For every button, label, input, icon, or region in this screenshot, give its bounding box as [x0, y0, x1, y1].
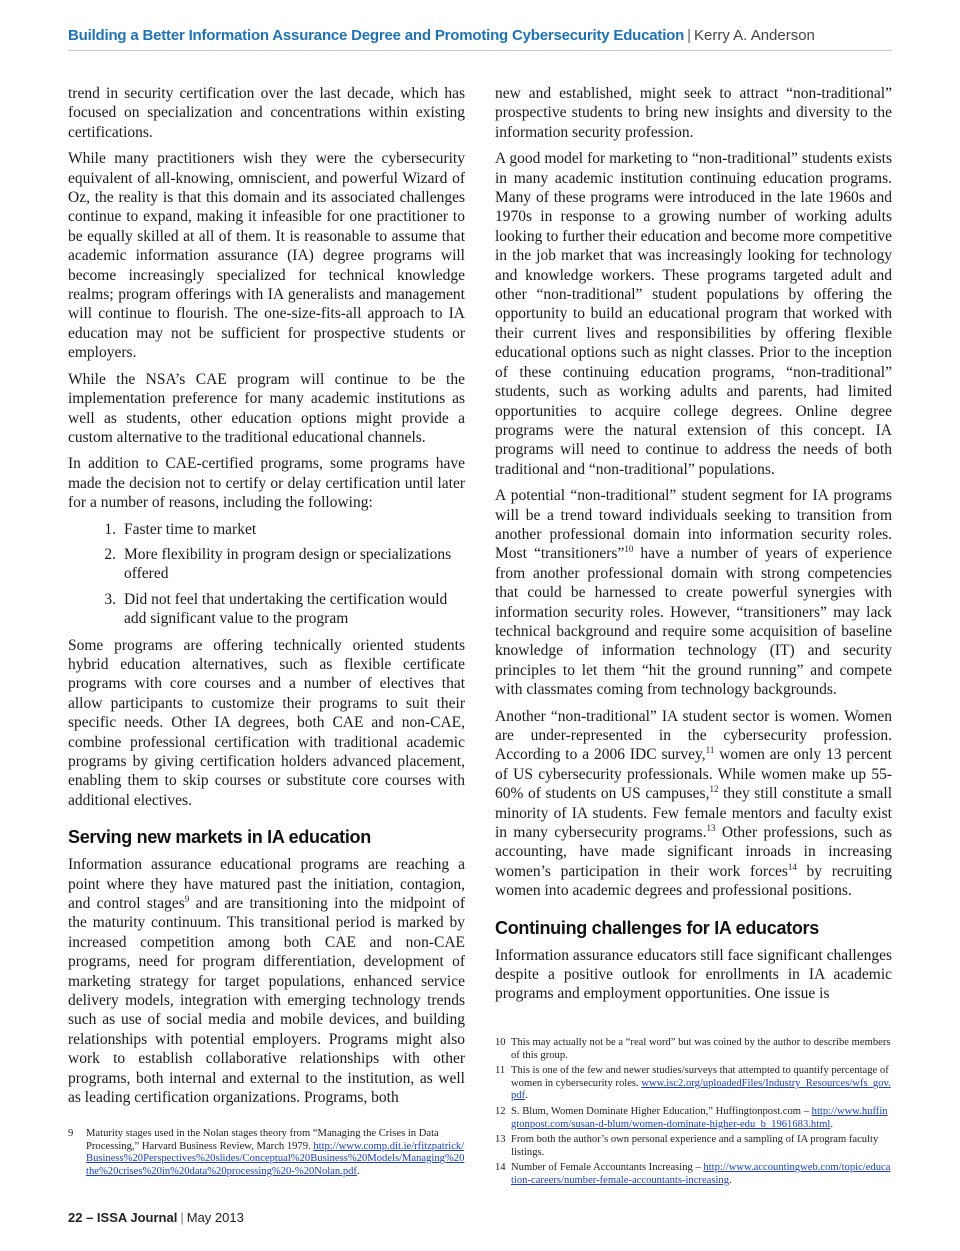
text-run: Information assurance educational programs are reaching a point where they have matured past the initiation, contagion, and control stages: [68, 856, 465, 913]
footnote-body: From both the author’s own personal experience and a sampling of IA program faculty listings.: [511, 1134, 879, 1158]
footnote-body: S. Blum, Women Dominate Higher Education,” Huffingtonpost.com –: [511, 1105, 812, 1117]
footnote-body: This may actually not be a “real word” but was coined by the author to describe members of this group.: [511, 1037, 891, 1061]
section-heading: Continuing challenges for IA educators: [495, 917, 819, 938]
text-run: women are only 13 percent of US cybersecurity professionals. While women make up 55-60% of students on US campuses,: [495, 746, 892, 803]
list-item: [68, 520, 465, 539]
footnote: [495, 1065, 892, 1103]
footnote-ref[interactable]: 14: [787, 861, 797, 872]
paragraph: new and established, might seek to attract “non-traditional” prospective students to bring new insights and diversity to the information security profession.: [495, 85, 892, 141]
footnote-body: Maturity stages used in the Nolan stages theory from “Managing the Crises in Data Processing,” Harvard Business Review, March 1979.: [86, 1128, 439, 1152]
footnote-link[interactable]: http://www.accountingweb.com/topic/education-careers/number-female-accountants-increasing: [511, 1162, 891, 1186]
footnote-ref[interactable]: 12: [709, 784, 719, 795]
footnote: [495, 1037, 892, 1062]
footnote-number: 9: [68, 1128, 74, 1139]
text-run: and are transitioning into the midpoint of the maturity continuum. This transitional period is marked by increased competition among both CAE and non-CAE programs, need for program differentiation, development of marketing strategy for target populations, enhanced service delivery models, integration with emerging technology trends such as use of social media and mobile devices, and building relationships with potential employers. Programs might also work to establish collaborative relationships with other programs, both internal and external to the institution, as well as leading certification organizations. Programs, both: [68, 895, 465, 1107]
footnotes-left: [68, 1128, 465, 1181]
footnote-ref[interactable]: 9: [184, 893, 190, 904]
list-text: Did not feel that undertaking the certification would add significant value to the program: [124, 590, 448, 628]
footer-separator: |: [180, 1210, 184, 1225]
text-run: by recruiting women into academic degrees and professional positions.: [495, 862, 892, 900]
paragraph: [68, 855, 465, 1107]
text-run: Another “non-traditional” IA student sector is women. Women are under-represented in the cybersecurity profession. According to a 2006 IDC survey,: [495, 707, 892, 764]
footnotes-right: [495, 1037, 892, 1191]
list-text: Faster time to market: [124, 520, 257, 538]
footnote: [68, 1128, 465, 1178]
footnote-number: 11: [495, 1065, 506, 1077]
footnote-punct: .: [830, 1118, 833, 1130]
issue-date: May 2013: [186, 1210, 244, 1225]
text-run: they still constitute a small minority of IA students. Few female mentors and faculty exist in many cybersecurity programs.: [495, 785, 892, 842]
running-head: [68, 26, 892, 46]
footnote-ref[interactable]: 10: [624, 544, 634, 555]
page-footer: [68, 1210, 244, 1225]
footnote: [495, 1162, 892, 1187]
footnote-body: This is one of the few and newer studies/surveys that attempted to quantify percentage of women in cybersecurity roles.: [511, 1065, 889, 1089]
paragraph: Some programs are offering technically oriented students hybrid education alternatives, such as flexible certificate programs with core courses and a number of electives that allow participants to customize their programs to suit their specific needs. Other IA degrees, both CAE and non-CAE, combine professional certification with traditional academic programs by giving certification holders advanced placement, enabling them to skip courses or substitute core courses with additional electives.: [68, 636, 465, 809]
list-text: More flexibility in program design or specializations offered: [124, 545, 452, 583]
author-name: Kerry A. Anderson: [694, 27, 815, 44]
footnote-link[interactable]: http://www.comp.dit.ie/rfitzpatrick/Business%20Perspectives%20slides/Conceptual%20Business%20Models/Managing%20the%20crises%20in%20data%20processing%20-%20Nolan.pdf: [86, 1140, 465, 1177]
text-run: have a number of years of experience from another professional domain with strong competencies that could be harnessed to create powerful synergies with information security roles. However, “transitioners” may lack technical background and require some acquisition of baseline knowledge of information technology (IT) and security principles to let them “hit the ground running” and compete with classmates coming from technology backgrounds.: [495, 545, 892, 699]
list-item: [68, 545, 465, 584]
footnote-number: 10: [495, 1037, 506, 1048]
paragraph: A good model for marketing to “non-traditional” students exists in many academic institution continuing education programs. Many of these programs were introduced in the late 1960s and 1970s in response to a growing number of working adults looking to further their education and become more competitive in the job market that was increasingly looking for technology and knowledge workers. These programs targeted adult and other “non-traditional” student populations by offering the opportunity to build an educational program that worked with their current lives and responsibilities by offering flexible educational options such as night classes. Prior to the inception of these continuing education programs, “non-traditional” students, such as working adults and parents, had limited opportunities to acquire college degrees. Online degree programs were the natural extension of this concept. IA programs will need to continue to address the needs of both traditional and “non-traditional” populations.: [495, 150, 892, 478]
footnote-text: [511, 1065, 892, 1103]
footnote-punct: .: [356, 1165, 360, 1177]
footnote-ref[interactable]: 13: [706, 822, 716, 833]
footnote-body: Number of Female Accountants Increasing –: [511, 1162, 704, 1174]
left-column: [68, 84, 465, 1115]
list-item: [68, 590, 465, 629]
footnote-link[interactable]: http://www.huffingtonpost.com/susan-d-blum/women-dominate-higher-edu_b_1961683.html: [511, 1105, 888, 1130]
footnote-text: [511, 1037, 892, 1062]
footnote-text: [86, 1128, 465, 1178]
footnote-punct: .: [729, 1174, 732, 1186]
footnote-number: 14: [495, 1162, 506, 1174]
text-run: Other professions, such as accounting, have made significant inroads in increasing women’s participation in their work forces: [495, 824, 892, 880]
footnote-text: [511, 1162, 892, 1187]
footnote-punct: .: [525, 1090, 528, 1102]
footnote-number: 12: [495, 1105, 506, 1117]
article-title: Building a Better Information Assurance Degree and Promoting Cybersecurity Education: [68, 27, 685, 44]
footnote: [495, 1106, 892, 1131]
list-number: 2.: [104, 545, 116, 563]
paragraph: trend in security certification over the last decade, which has focused on specialization and concentrations within existing certifications.: [68, 85, 465, 141]
page-number: 22 – ISSA Journal: [68, 1210, 178, 1225]
footnote: [495, 1134, 892, 1159]
section-heading: Serving new markets in IA education: [68, 827, 371, 848]
header-rule: [68, 50, 892, 51]
header-separator: |: [687, 27, 691, 44]
text-run: A potential “non-traditional” student segment for IA programs will be a trend toward individuals seeking to transition from another professional domain into information security roles. Most “transitioners”: [495, 487, 892, 563]
footnote-number: 13: [495, 1134, 506, 1146]
footnote-link[interactable]: www.isc2.org/uploadedFiles/Industry_Resources/wfs_gov.pdf: [511, 1077, 891, 1102]
paragraph: While many practitioners wish they were the cybersecurity equivalent of all-knowing, omniscient, and powerful Wizard of Oz, the reality is that this domain and its associated challenges continue to expand, making it infeasible for one practitioner to be equally skilled at all of them. It is reasonable to assume that academic information assurance (IA) degree programs will become increasingly specialized for technical knowledge realms; program offerings with IA generalists and management will continue to flourish. The one-size-fits-all approach to IA education may not be sufficient for prospective students or employers.: [68, 150, 465, 362]
paragraph: [495, 707, 892, 901]
paragraph: [495, 486, 892, 699]
list-number: 3.: [104, 590, 116, 608]
footnote-text: [511, 1134, 892, 1159]
paragraph: While the NSA’s CAE program will continue to be the implementation preference for many academic institutions as well as students, other education options might provide a custom alternative to the traditional educational channels.: [68, 370, 465, 446]
paragraph: In addition to CAE-certified programs, some programs have made the decision not to certify or delay certification until later for a number of reasons, including the following:: [68, 455, 465, 512]
footnote-text: [511, 1106, 892, 1131]
list-number: 1.: [104, 520, 116, 538]
right-column: [495, 84, 892, 1011]
paragraph: Information assurance educators still face significant challenges despite a positive outlook for enrollments in IA academic programs and employment opportunities. One issue is: [495, 946, 892, 1003]
footnote-ref[interactable]: 11: [705, 745, 715, 756]
reasons-list: [68, 520, 465, 629]
